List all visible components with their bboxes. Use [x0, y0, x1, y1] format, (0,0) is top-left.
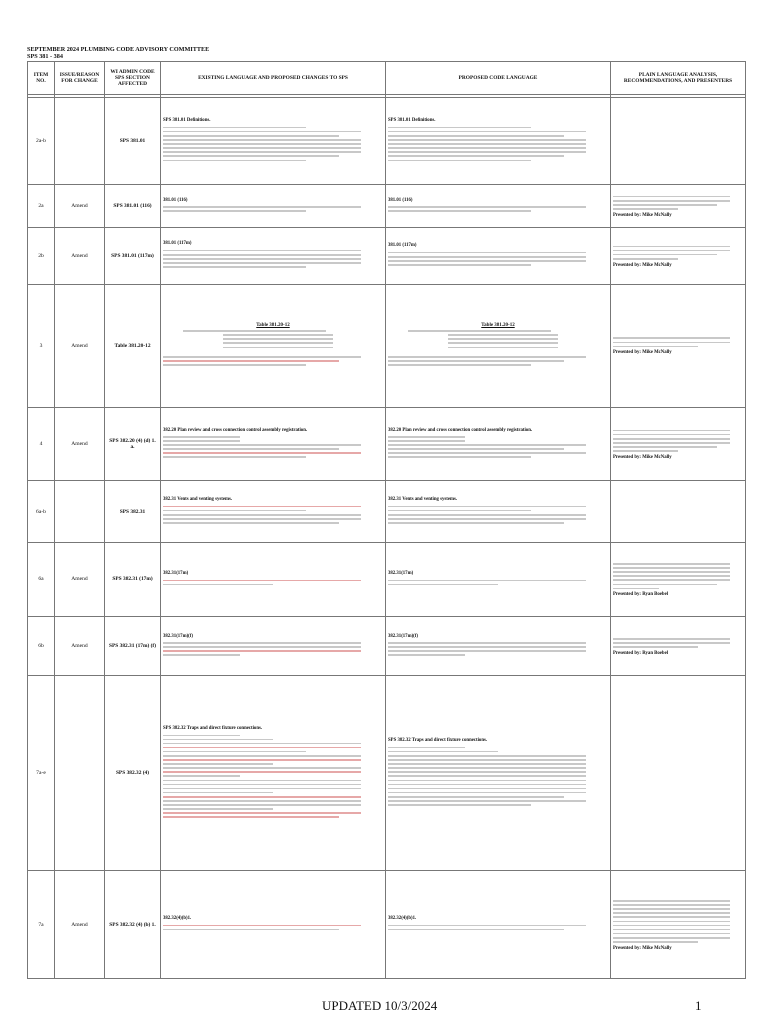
section-cell: SPS 381.01 (117m) [105, 228, 161, 284]
existing-lead: 382.31(17m)(f) [163, 633, 193, 639]
section-cell: SPS 382.32 (4) (b) 1. [105, 871, 161, 979]
document-title [27, 46, 209, 60]
existing-lead: 382.31(17m) [163, 571, 189, 577]
section-cell: SPS 382.32 (4) [105, 676, 161, 871]
col-header-issue: ISSUE/REASON FOR CHANGE [55, 62, 105, 95]
table-row [28, 676, 746, 871]
proposed-cell [386, 284, 611, 407]
col-header-existing: EXISTING LANGUAGE AND PROPOSED CHANGES TO SPS [161, 62, 386, 95]
table-row [28, 284, 746, 407]
issue-cell: Amend [55, 871, 105, 979]
existing-lead: 382.20 Plan review and cross connection control assembly registration. [163, 427, 308, 433]
analysis-cell [611, 185, 746, 228]
existing-table-title: Table 381.20-12 [256, 322, 290, 328]
existing-lead: 382.31 Vents and venting systems. [163, 497, 233, 503]
existing-cell [161, 481, 386, 543]
page-number: 1 [695, 998, 702, 1013]
existing-cell [161, 616, 386, 675]
proposed-cell [386, 676, 611, 871]
proposed-cell [386, 542, 611, 616]
proposed-lead: 381.01 (117m) [388, 243, 417, 249]
proposed-lead: SPS 382.32 Traps and direct fixture connections. [388, 738, 488, 744]
existing-lead: SPS 381.01 Definitions. [163, 118, 211, 124]
proposed-cell [386, 185, 611, 228]
presenter: Presented by: Ryan Boebel [613, 592, 669, 598]
issue-cell [55, 97, 105, 184]
proposed-lead: 382.31(17m)(f) [388, 633, 418, 639]
section-cell: SPS 381.01 [105, 97, 161, 184]
col-header-item: ITEM NO. [28, 62, 55, 95]
table-row [28, 542, 746, 616]
issue-cell: Amend [55, 407, 105, 481]
table-row [28, 616, 746, 675]
proposed-table-title: Table 381.20-12 [481, 322, 515, 328]
proposed-lead: 382.20 Plan review and cross connection control assembly registration. [388, 427, 533, 433]
section-cell: Table 381.20-12 [105, 284, 161, 407]
analysis-cell [611, 481, 746, 543]
section-cell: SPS 382.31 [105, 481, 161, 543]
section-cell: SPS 382.31 (17m) [105, 542, 161, 616]
proposed-cell [386, 616, 611, 675]
proposed-cell [386, 481, 611, 543]
presenter: Presented by: Ryan Boebel [613, 650, 669, 656]
existing-lead: SPS 382.32 Traps and direct fixture connections. [163, 726, 263, 732]
item-number: 4 [28, 407, 55, 481]
existing-cell [161, 97, 386, 184]
presenter: Presented by: Mike McNally [613, 454, 672, 460]
item-number: 2a-b [28, 97, 55, 184]
presenter: Presented by: Mike McNally [613, 212, 672, 218]
proposed-lead: 382.31(17m) [388, 571, 414, 577]
existing-lead: 381.01 (117m) [163, 241, 192, 247]
item-number: 6a [28, 542, 55, 616]
title-line-1: SEPTEMBER 2024 PLUMBING CODE ADVISORY COMMITTEE [27, 46, 210, 53]
issue-cell: Amend [55, 542, 105, 616]
proposed-cell [386, 407, 611, 481]
item-number: 2b [28, 228, 55, 284]
code-change-table [27, 61, 746, 979]
issue-cell: Amend [55, 185, 105, 228]
proposed-lead: 382.32(4)(b)1. [388, 916, 417, 922]
existing-lead: 381.01 (116) [163, 197, 188, 203]
issue-cell: Amend [55, 228, 105, 284]
issue-cell: Amend [55, 284, 105, 407]
proposed-lead: 381.01 (116) [388, 197, 413, 203]
section-cell: SPS 382.31 (17m) (f) [105, 616, 161, 675]
existing-lead: 382.32(4)(b)1. [163, 916, 192, 922]
proposed-lead: SPS 381.01 Definitions. [388, 118, 436, 124]
existing-cell [161, 407, 386, 481]
analysis-cell [611, 97, 746, 184]
item-number: 7a [28, 871, 55, 979]
existing-cell [161, 284, 386, 407]
section-cell: SPS 382.20 (4) (d) 1. a. [105, 407, 161, 481]
col-header-proposed: PROPOSED CODE LANGUAGE [386, 62, 611, 95]
proposed-cell [386, 871, 611, 979]
presenter: Presented by: Mike McNally [613, 945, 672, 951]
existing-cell [161, 228, 386, 284]
presenter: Presented by: Mike McNally [613, 350, 672, 356]
item-number: 6a-b [28, 481, 55, 543]
item-number: 2a [28, 185, 55, 228]
table-row [28, 407, 746, 481]
existing-cell [161, 542, 386, 616]
existing-cell [161, 676, 386, 871]
item-number: 6b [28, 616, 55, 675]
proposed-cell [386, 228, 611, 284]
table-row [28, 871, 746, 979]
issue-cell [55, 676, 105, 871]
analysis-cell [611, 542, 746, 616]
presenter: Presented by: Mike McNally [613, 262, 672, 268]
existing-cell [161, 185, 386, 228]
table-row [28, 185, 746, 228]
analysis-cell [611, 284, 746, 407]
col-header-analysis: PLAIN LANGUAGE ANALYSIS, RECOMMENDATIONS, AND PRESENTERS [611, 62, 746, 95]
item-number: 7a-e [28, 676, 55, 871]
existing-cell [161, 871, 386, 979]
title-line-2: SPS 381 - 384 [27, 53, 63, 60]
analysis-cell [611, 228, 746, 284]
table-row [28, 97, 746, 184]
header-row [28, 62, 746, 95]
issue-cell: Amend [55, 616, 105, 675]
table-row [28, 228, 746, 284]
item-number: 3 [28, 284, 55, 407]
analysis-cell [611, 871, 746, 979]
proposed-cell [386, 97, 611, 184]
table-row [28, 481, 746, 543]
analysis-cell [611, 676, 746, 871]
section-cell: SPS 381.01 (116) [105, 185, 161, 228]
analysis-cell [611, 407, 746, 481]
updated-date: UPDATED 10/3/2024 [322, 998, 438, 1013]
issue-cell [55, 481, 105, 543]
analysis-cell [611, 616, 746, 675]
proposed-lead: 382.31 Vents and venting systems. [388, 497, 458, 503]
col-header-section: WI ADMIN CODE SPS SECTION AFFECTED [105, 62, 161, 95]
